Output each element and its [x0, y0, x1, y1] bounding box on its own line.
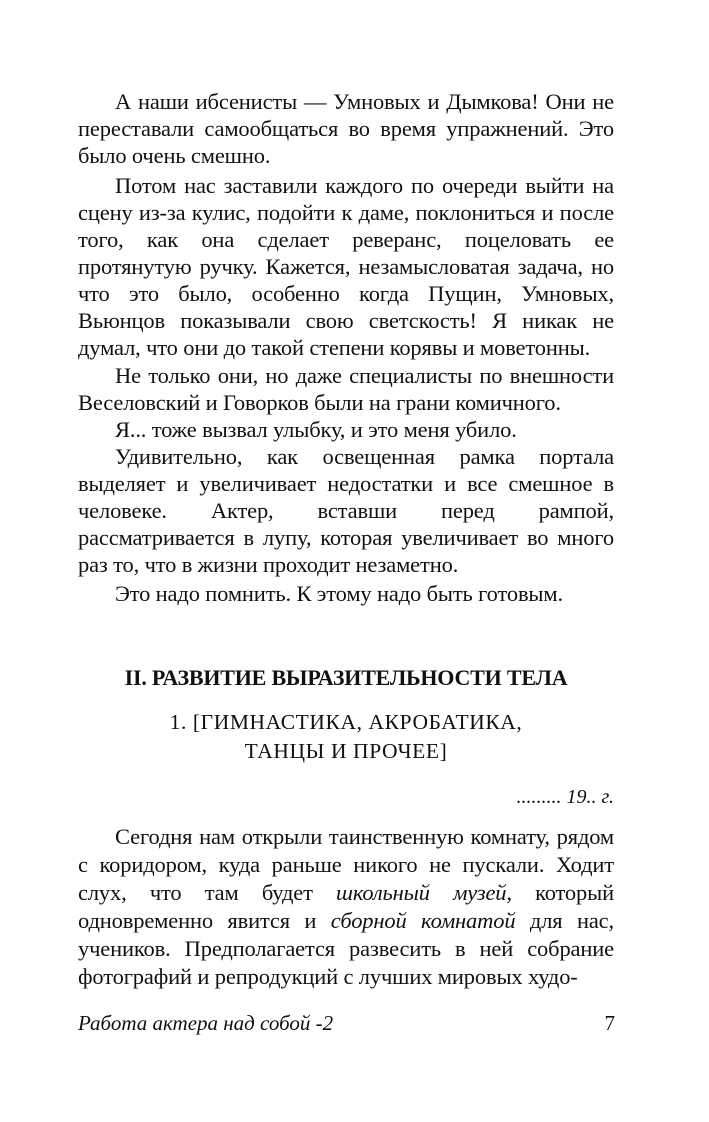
- paragraph-smile: Я... тоже вызвал улыбку, и это меня убило.: [115, 417, 517, 442]
- italic-assembly-room: сборной комнатой: [330, 908, 516, 933]
- italic-school-museum: школьный музей,: [336, 880, 512, 905]
- page-number: 7: [604, 1011, 615, 1035]
- paragraph-text-part-2: который одновременно явится и: [78, 880, 614, 933]
- subsection-title-line-2: ТАНЦЫ И ПРОЧЕЕ]: [244, 739, 448, 763]
- entry-date: ......... 19.. г.: [516, 786, 614, 808]
- paragraph-text-part-1: Сегодня нам открыли таинственную комнату, рядом с коридором, куда раньше никого не пускали. Ходит слух, что там будет: [78, 824, 614, 905]
- subsection-title-line-1: 1. [ГИМНАСТИКА, АКРОБАТИКА,: [169, 710, 523, 734]
- running-footer-title: Работа актера над собой -2: [78, 1011, 334, 1035]
- paragraph-bow-exercise: Потом нас заставили каждого по очереди выйти на сцену из-за кулис, подойти к даме, поклониться и после того, как она сделает реверанс, поцеловать ее протянутую ручку. Кажется, незамысловатая задача, но что это было, особенно когда Пущин, Умновых, Вьюнцов показывали свою светскость! Я никак не думал, что они до такой степени корявы и моветонны.: [78, 173, 614, 360]
- paragraph-remember: Это надо помнить. К этому надо быть готовым.: [115, 581, 563, 606]
- paragraph-secret-room: [78, 823, 614, 991]
- subsection-title: [78, 708, 614, 766]
- section-title: II. РАЗВИТИЕ ВЫРАЗИТЕЛЬНОСТИ ТЕЛА: [124, 665, 568, 690]
- paragraph-portal-frame: Удивительно, как освещенная рамка портала выделяет и увеличивает недостатки и все смешное в человеке. Актер, вставши перед рампой, рассматривается в лупу, которая увеличивает во много раз то, что в жизни проходит незаметно.: [78, 444, 614, 577]
- paragraph-specialists: Не только они, но даже специалисты по внешности Веселовский и Говорков были на грани комичного.: [78, 363, 614, 415]
- paragraph-ibsenists: А наши ибсенисты — Умновых и Дымкова! Они не переставали самообщаться во время упражнений. Это было очень смешно.: [78, 89, 614, 168]
- paragraph-text-part-3: для нас, учеников. Предполагается развесить в ней собрание фотографий и репродукций с лучших мировых худо-: [78, 908, 614, 989]
